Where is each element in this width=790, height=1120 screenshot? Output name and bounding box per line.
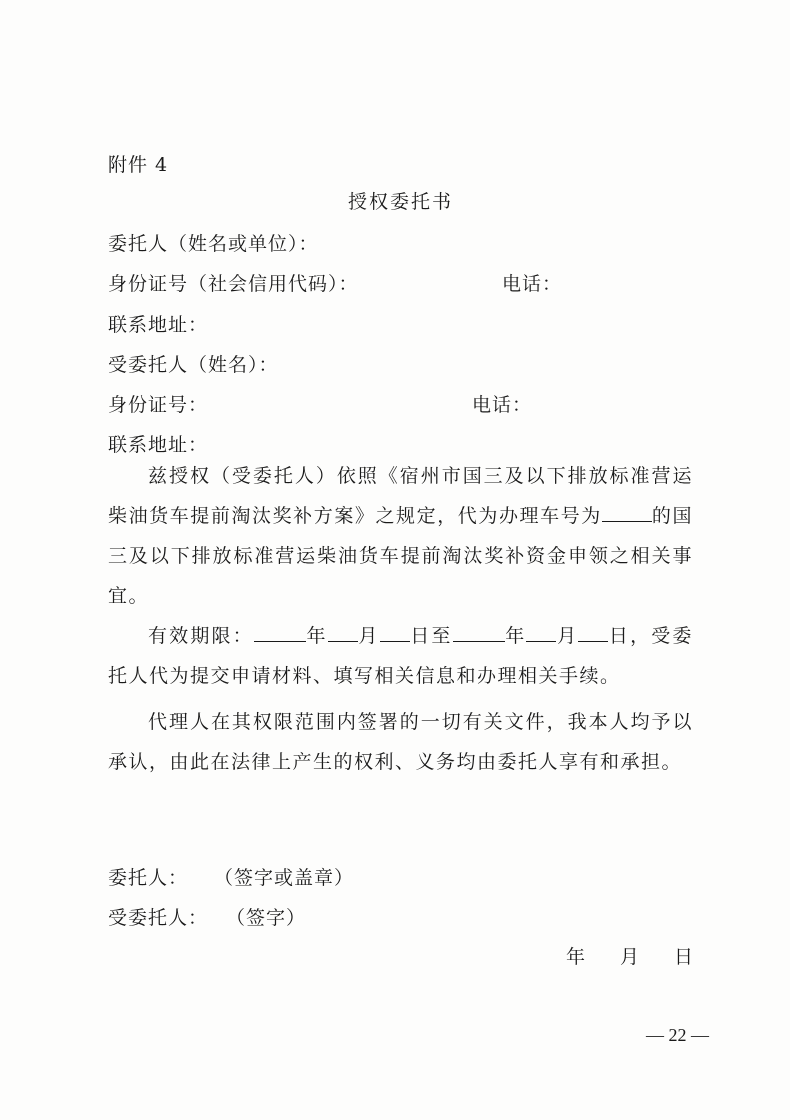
agent-address-label: 联系地址： (108, 434, 209, 456)
start-month-label: 月 (357, 625, 380, 647)
agent-signature-note: （签字） (226, 907, 307, 929)
start-day-blank (380, 621, 410, 642)
end-year-blank (453, 621, 505, 642)
document-title: 授权委托书 (348, 191, 454, 213)
principal-id-label: 身份证号（社会信用代码）： (108, 273, 359, 295)
page-number: — 22 — (646, 1025, 709, 1045)
principal-name-label: 委托人（姓名或单位）： (108, 233, 319, 255)
date-day-label: 日 (674, 946, 694, 968)
agent-signature-label: 受委托人： (108, 907, 209, 929)
authorization-text-a: 兹授权（受委托人）依照《宿州市国三及以下排放标准营运柴油货车提前淘汰奖补方案》之规定，代为办理车号为 (108, 465, 693, 527)
agent-id-label: 身份证号： (108, 394, 209, 416)
principal-signature-note: （签字或盖章） (214, 867, 355, 889)
agent-name-label: 受委托人（姓名）： (108, 354, 279, 376)
authorization-text-b: 的国三及以下排放标准营运柴油货车提前淘汰奖补资金申领之相关事宜。 (108, 505, 693, 607)
plate-number-blank (602, 501, 652, 522)
start-year-blank (254, 621, 306, 642)
principal-signature-label: 委托人： (108, 867, 189, 889)
validity-paragraph (108, 616, 693, 696)
agent-phone-label: 电话： (472, 394, 533, 416)
end-day-label: 日， (608, 625, 652, 647)
date-year-label: 年 (566, 946, 586, 968)
end-day-blank (578, 621, 608, 642)
attachment-label: 附件 4 (108, 154, 169, 176)
validity-suffix: 受委托人代为提交申请材料、填写相关信息和办理相关手续。 (108, 625, 693, 687)
authorization-paragraph (108, 456, 693, 616)
end-month-blank (526, 621, 556, 642)
date-month-label: 月 (620, 946, 640, 968)
end-year-label: 年 (504, 625, 527, 647)
signature-date (566, 945, 693, 969)
principal-phone-label: 电话： (502, 273, 563, 295)
principal-address-label: 联系地址： (108, 314, 209, 336)
start-day-to-label: 日至 (409, 625, 453, 647)
start-year-label: 年 (305, 625, 328, 647)
end-month-label: 月 (556, 625, 579, 647)
acknowledgement-paragraph: 代理人在其权限范围内签署的一切有关文件，我本人均予以承认，由此在法律上产生的权利、义务均由委托人享有和承担。 (108, 711, 693, 773)
validity-prefix: 有效期限： (148, 625, 254, 647)
start-month-blank (328, 621, 358, 642)
